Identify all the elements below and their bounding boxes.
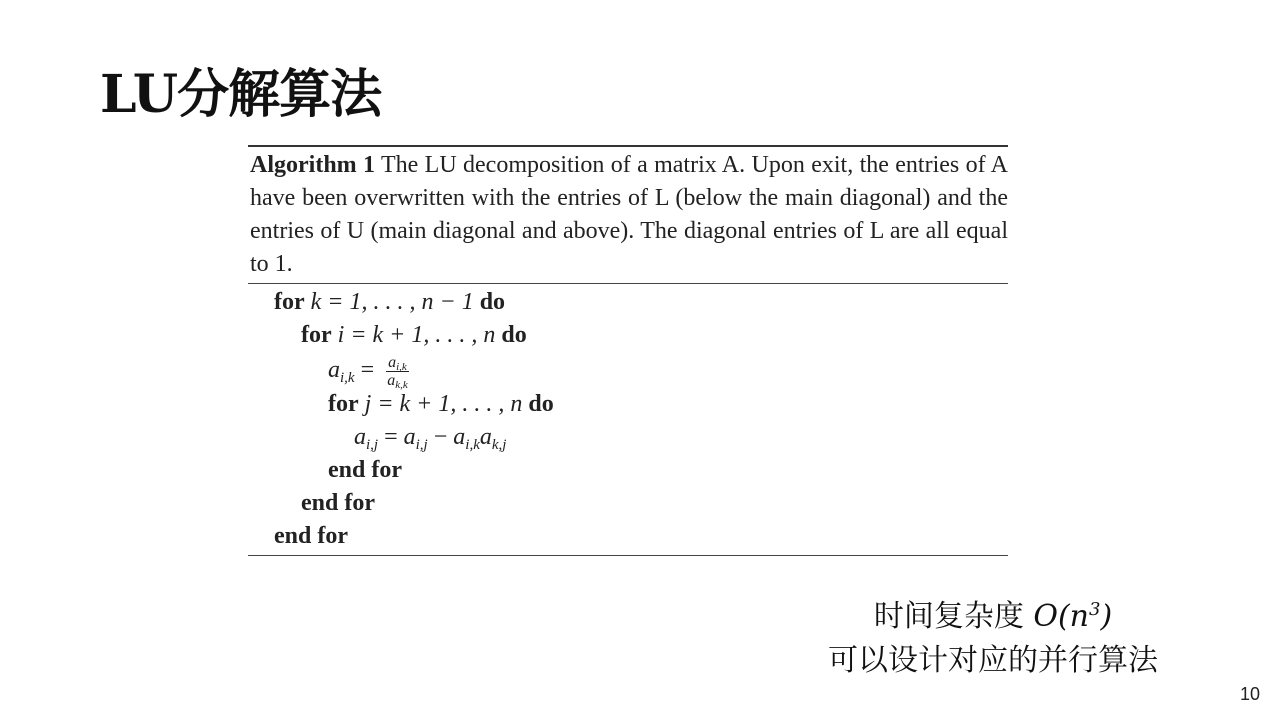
keyword-for: for: [328, 391, 359, 417]
fraction: [386, 353, 409, 391]
update-term-b-sub: i,k: [465, 437, 480, 453]
complexity-label: 时间复杂度: [873, 599, 1034, 634]
assign-line: [248, 352, 1008, 391]
complexity-math: [1033, 599, 1112, 634]
keyword-end-for: end for: [274, 523, 348, 549]
page-number: 10: [1239, 684, 1260, 704]
keyword-for: for: [301, 322, 332, 348]
denominator-sub: k,k: [395, 378, 408, 391]
loop-k-range: k = 1, . . . , n − 1: [304, 289, 480, 315]
parallel-line: 可以设计对应的并行算法: [828, 643, 1158, 678]
fraction-numerator: [386, 355, 409, 372]
update-minus: −: [427, 424, 454, 450]
loop-k-line: [248, 286, 1008, 319]
fraction-denominator: [386, 371, 409, 391]
algorithm-caption: [248, 147, 1008, 283]
algorithm-box: [248, 145, 1008, 556]
update-line: [248, 421, 1008, 454]
algorithm-body: [248, 284, 1008, 555]
keyword-do: do: [501, 322, 527, 348]
complexity-base: O(n: [1033, 599, 1089, 634]
algorithm-caption-text: The LU decomposition of a matrix A. Upon exit, the entries of A have been overwritten with the entries of L (below the main diagonal) and the entries of U (main diagonal and above). The diagonal entries of L are all equal to 1.: [250, 152, 1008, 277]
algorithm-label: Algorithm 1: [250, 152, 376, 178]
assign-lhs: a: [328, 357, 340, 383]
complexity-line: [828, 588, 1158, 639]
update-term-c-sub: k,j: [491, 437, 507, 453]
complexity-exponent: 3: [1089, 599, 1101, 620]
update-term-c: a: [479, 424, 492, 450]
keyword-end-for: end for: [301, 490, 375, 516]
loop-j-line: [248, 388, 1008, 421]
loop-i-range: i = k + 1, . . . , n: [331, 322, 502, 348]
end-for-i: [248, 487, 1008, 520]
update-term-a-sub: i,j: [415, 437, 428, 453]
numerator-sub: i,k: [396, 360, 407, 373]
slide-title: LU分解算法: [100, 64, 382, 125]
keyword-do: do: [479, 289, 506, 315]
complexity-note: [828, 588, 1158, 683]
update-equals: =: [378, 424, 404, 450]
update-lhs: a: [354, 424, 366, 450]
bottom-rule: [248, 555, 1008, 556]
keyword-do: do: [528, 391, 554, 417]
assign-equals: =: [360, 357, 375, 383]
complexity-close: ): [1100, 599, 1113, 634]
loop-i-line: [248, 319, 1008, 352]
update-lhs-sub: i,j: [366, 437, 379, 453]
update-term-b: a: [453, 424, 466, 450]
keyword-for: for: [274, 289, 305, 315]
end-for-j: [248, 454, 1008, 487]
denominator-var: a: [387, 371, 396, 389]
assign-lhs-sub: i,k: [340, 370, 355, 386]
keyword-end-for: end for: [328, 457, 402, 483]
loop-j-range: j = k + 1, . . . , n: [358, 391, 529, 417]
update-term-a: a: [403, 424, 416, 450]
numerator-var: a: [388, 353, 397, 371]
end-for-k: [248, 520, 1008, 553]
